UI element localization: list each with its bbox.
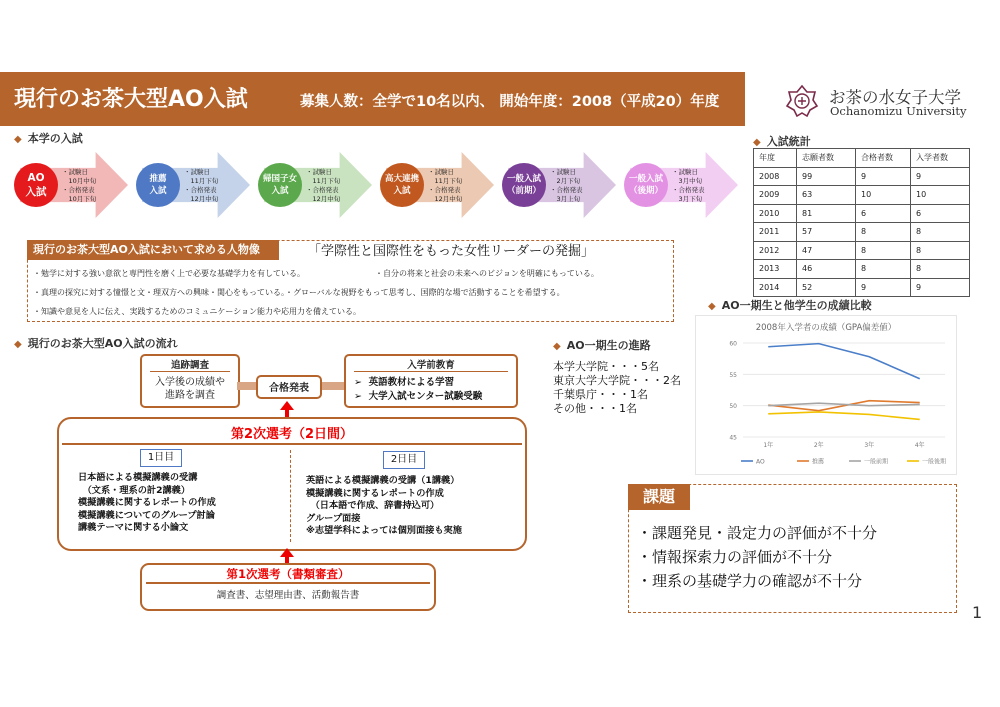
- persona-trait: ・勉学に対する強い意欲と専門性を磨く上で必要な基礎学力を有している。: [33, 269, 305, 278]
- y-tick-label: 50: [729, 403, 737, 411]
- x-tick-label: 2年: [813, 442, 824, 449]
- diamond-icon: ◆: [14, 134, 22, 145]
- check-arrow-icon: ➢: [354, 377, 362, 388]
- progress-line: 東京大学大学院・・・2名: [553, 374, 681, 387]
- pass-announcement-label: 合格発表: [269, 383, 309, 394]
- section-heading-stats: ◆ 入試統計: [753, 135, 811, 148]
- table-cell: 46: [797, 260, 856, 279]
- table-row: [754, 167, 970, 186]
- university-name-jp: お茶の水女子大学: [829, 88, 961, 107]
- table-cell: 9: [856, 167, 911, 186]
- day1-label: 1日目: [147, 452, 175, 463]
- table-row: [754, 204, 970, 223]
- chart-title: 2008年入学者の成績（GPA偏差値）: [755, 323, 897, 333]
- table-header-cell: 合格者数: [856, 149, 911, 168]
- table-cell: 10: [911, 186, 970, 205]
- section-heading-our-exams: ◆ 本学の入試: [14, 132, 83, 145]
- persona-slogan: 「学際性と国際性をもった女性リーダーの発掘」: [308, 244, 595, 259]
- up-arrow-icon: [280, 548, 294, 557]
- exam-type-badge: 高大連携 入試: [380, 163, 424, 207]
- exam-type-badge: 一般入試 （後期）: [624, 163, 668, 207]
- table-cell: 57: [797, 223, 856, 242]
- table-cell: 9: [911, 278, 970, 297]
- pre-education-title: 入学前教育: [407, 360, 455, 371]
- table-cell: 6: [911, 204, 970, 223]
- x-tick-label: 4年: [914, 442, 925, 449]
- table-cell: 8: [856, 260, 911, 279]
- exam-schedule: ・試験日 11月下旬 ・合格発表 12月中旬: [184, 168, 219, 203]
- divider: [62, 443, 522, 445]
- legend-label: 推薦: [812, 458, 825, 466]
- table-cell: 52: [797, 278, 856, 297]
- diamond-icon: ◆: [753, 137, 761, 148]
- table-cell: 63: [797, 186, 856, 205]
- table-cell: 2008: [754, 167, 797, 186]
- second-selection-title: 第2次選考（2日間）: [230, 427, 354, 442]
- legend-label: 一般後期: [922, 458, 947, 466]
- tracking-title: 追跡調査: [170, 360, 209, 371]
- table-row: [754, 278, 970, 297]
- exam-schedule: ・試験日 10月中旬 ・合格発表 10月下旬: [62, 168, 97, 203]
- check-arrow-icon: ➢: [354, 391, 362, 402]
- divider: [354, 371, 508, 372]
- diamond-icon: ◆: [708, 301, 716, 312]
- progress-line: 本学大学院・・・5名: [553, 360, 659, 373]
- tracking-body: 入学後の成績や 進路を調査: [155, 377, 225, 401]
- table-cell: 8: [911, 260, 970, 279]
- university-emblem-icon: [785, 84, 819, 118]
- admission-stats-table: [753, 148, 970, 297]
- x-tick-label: 1年: [763, 442, 774, 449]
- university-name-en: Ochanomizu University: [830, 104, 967, 118]
- persona-trait: ・知識や意見を人に伝え、実践するためのコミュニケーション能力や応用力を備えている。: [33, 307, 361, 316]
- table-cell: 2014: [754, 278, 797, 297]
- table-header-row: [754, 149, 970, 168]
- table-cell: 9: [856, 278, 911, 297]
- legend-label: 一般前期: [864, 458, 889, 466]
- connector-left: [237, 382, 257, 390]
- day1-body: 日本語による模擬講義の受講 （文系・理系の計2講義） 模擬講義に関するレポートの作成 模擬講義についてのグループ討論 講義テーマに関する小論文: [78, 472, 216, 533]
- section-heading-flow: ◆ 現行のお茶大型AO入試の流れ: [14, 337, 178, 350]
- pre-education-item: ➢ 大学入試センター試験受験: [354, 391, 483, 402]
- diamond-icon: ◆: [553, 341, 561, 352]
- table-cell: 47: [797, 241, 856, 260]
- table-cell: 2009: [754, 186, 797, 205]
- table-cell: 8: [911, 223, 970, 242]
- exam-type-badge: 帰国子女 入試: [258, 163, 302, 207]
- progress-line: 千葉県庁・・・1名: [553, 388, 648, 401]
- exam-type-badge: 推薦 入試: [136, 163, 180, 207]
- up-arrow-icon: [280, 401, 294, 410]
- day2-label: 2日目: [390, 454, 418, 465]
- gpa-comparison-chart: [695, 315, 957, 475]
- first-selection-body: 調査書、志望理由書、活動報告書: [216, 590, 360, 601]
- day-divider: [290, 450, 291, 542]
- page-subtitle: 募集人数：全学で10名以内、 開始年度：2008（平成20）年度: [300, 94, 720, 110]
- exam-type-badge: AO 入試: [14, 163, 58, 207]
- table-cell: 81: [797, 204, 856, 223]
- table-cell: 10: [856, 186, 911, 205]
- table-row: [754, 241, 970, 260]
- page-title: 現行のお茶大型AO入試: [14, 87, 248, 112]
- exam-type-badge: 一般入試 （前期）: [502, 163, 546, 207]
- table-header-cell: 志願者数: [797, 149, 856, 168]
- y-tick-label: 55: [729, 371, 737, 379]
- exam-schedule: ・試験日 3月中旬 ・合格発表 3月下旬: [672, 168, 705, 203]
- divider: [146, 582, 430, 584]
- pre-education-item: ➢ 英語教材による学習: [354, 377, 455, 388]
- exam-schedule: ・試験日 2月下旬 ・合格発表 3月上旬: [550, 168, 583, 203]
- diamond-icon: ◆: [14, 339, 22, 350]
- x-tick-label: 3年: [864, 442, 875, 449]
- table-cell: 9: [911, 167, 970, 186]
- persona-trait: ・自分の将来と社会の未来へのビジョンを明確にもっている。: [375, 269, 599, 278]
- table-cell: 2013: [754, 260, 797, 279]
- table-cell: 99: [797, 167, 856, 186]
- section-heading-progress: ◆ AO一期生の進路: [553, 339, 651, 352]
- table-cell: 8: [911, 241, 970, 260]
- exam-schedule: ・試験日 11月下旬 ・合格発表 12月中旬: [428, 168, 463, 203]
- y-tick-label: 45: [729, 434, 737, 442]
- issue-item: ・課題発見・設定力の評価が不十分: [637, 524, 878, 542]
- page-number: 1: [972, 603, 983, 622]
- persona-trait: ・真理の探究に対する憧憬と文・理双方への興味・関心をもっている。・グローバルな視野をもって思考し、国際的な場で活動することを希望する。: [33, 288, 565, 297]
- table-cell: 2011: [754, 223, 797, 242]
- table-cell: 2010: [754, 204, 797, 223]
- table-row: [754, 223, 970, 242]
- table-cell: 6: [856, 204, 911, 223]
- table-cell: 8: [856, 241, 911, 260]
- table-cell: 2012: [754, 241, 797, 260]
- day2-body: 英語による模擬講義の受講（1講義） 模擬講義に関するレポートの作成 （日本語で作成、辞書持込可） グループ面接 ※志望学科によっては個別面接も実施: [306, 475, 462, 536]
- first-selection-title: 第1次選考（書類審査）: [226, 567, 350, 581]
- table-cell: 8: [856, 223, 911, 242]
- issue-item: ・情報探索力の評価が不十分: [637, 548, 833, 566]
- issues-label: 課題: [628, 484, 690, 510]
- legend-label: AO: [756, 458, 765, 466]
- section-heading-compare: ◆ AO一期生と他学生の成績比較: [708, 299, 872, 312]
- persona-label: 現行のお茶大型AO入試において求める人物像: [27, 240, 279, 260]
- connector-right: [320, 382, 344, 390]
- y-tick-label: 60: [729, 340, 737, 348]
- exam-schedule: ・試験日 11月下旬 ・合格発表 12月中旬: [306, 168, 341, 203]
- table-header-cell: 入学者数: [911, 149, 970, 168]
- progress-line: その他・・・1名: [553, 402, 637, 415]
- table-row: [754, 186, 970, 205]
- table-header-cell: 年度: [754, 149, 797, 168]
- divider: [150, 371, 230, 372]
- issue-item: ・理系の基礎学力の確認が不十分: [637, 572, 863, 590]
- table-row: [754, 260, 970, 279]
- chart-frame: [696, 316, 957, 475]
